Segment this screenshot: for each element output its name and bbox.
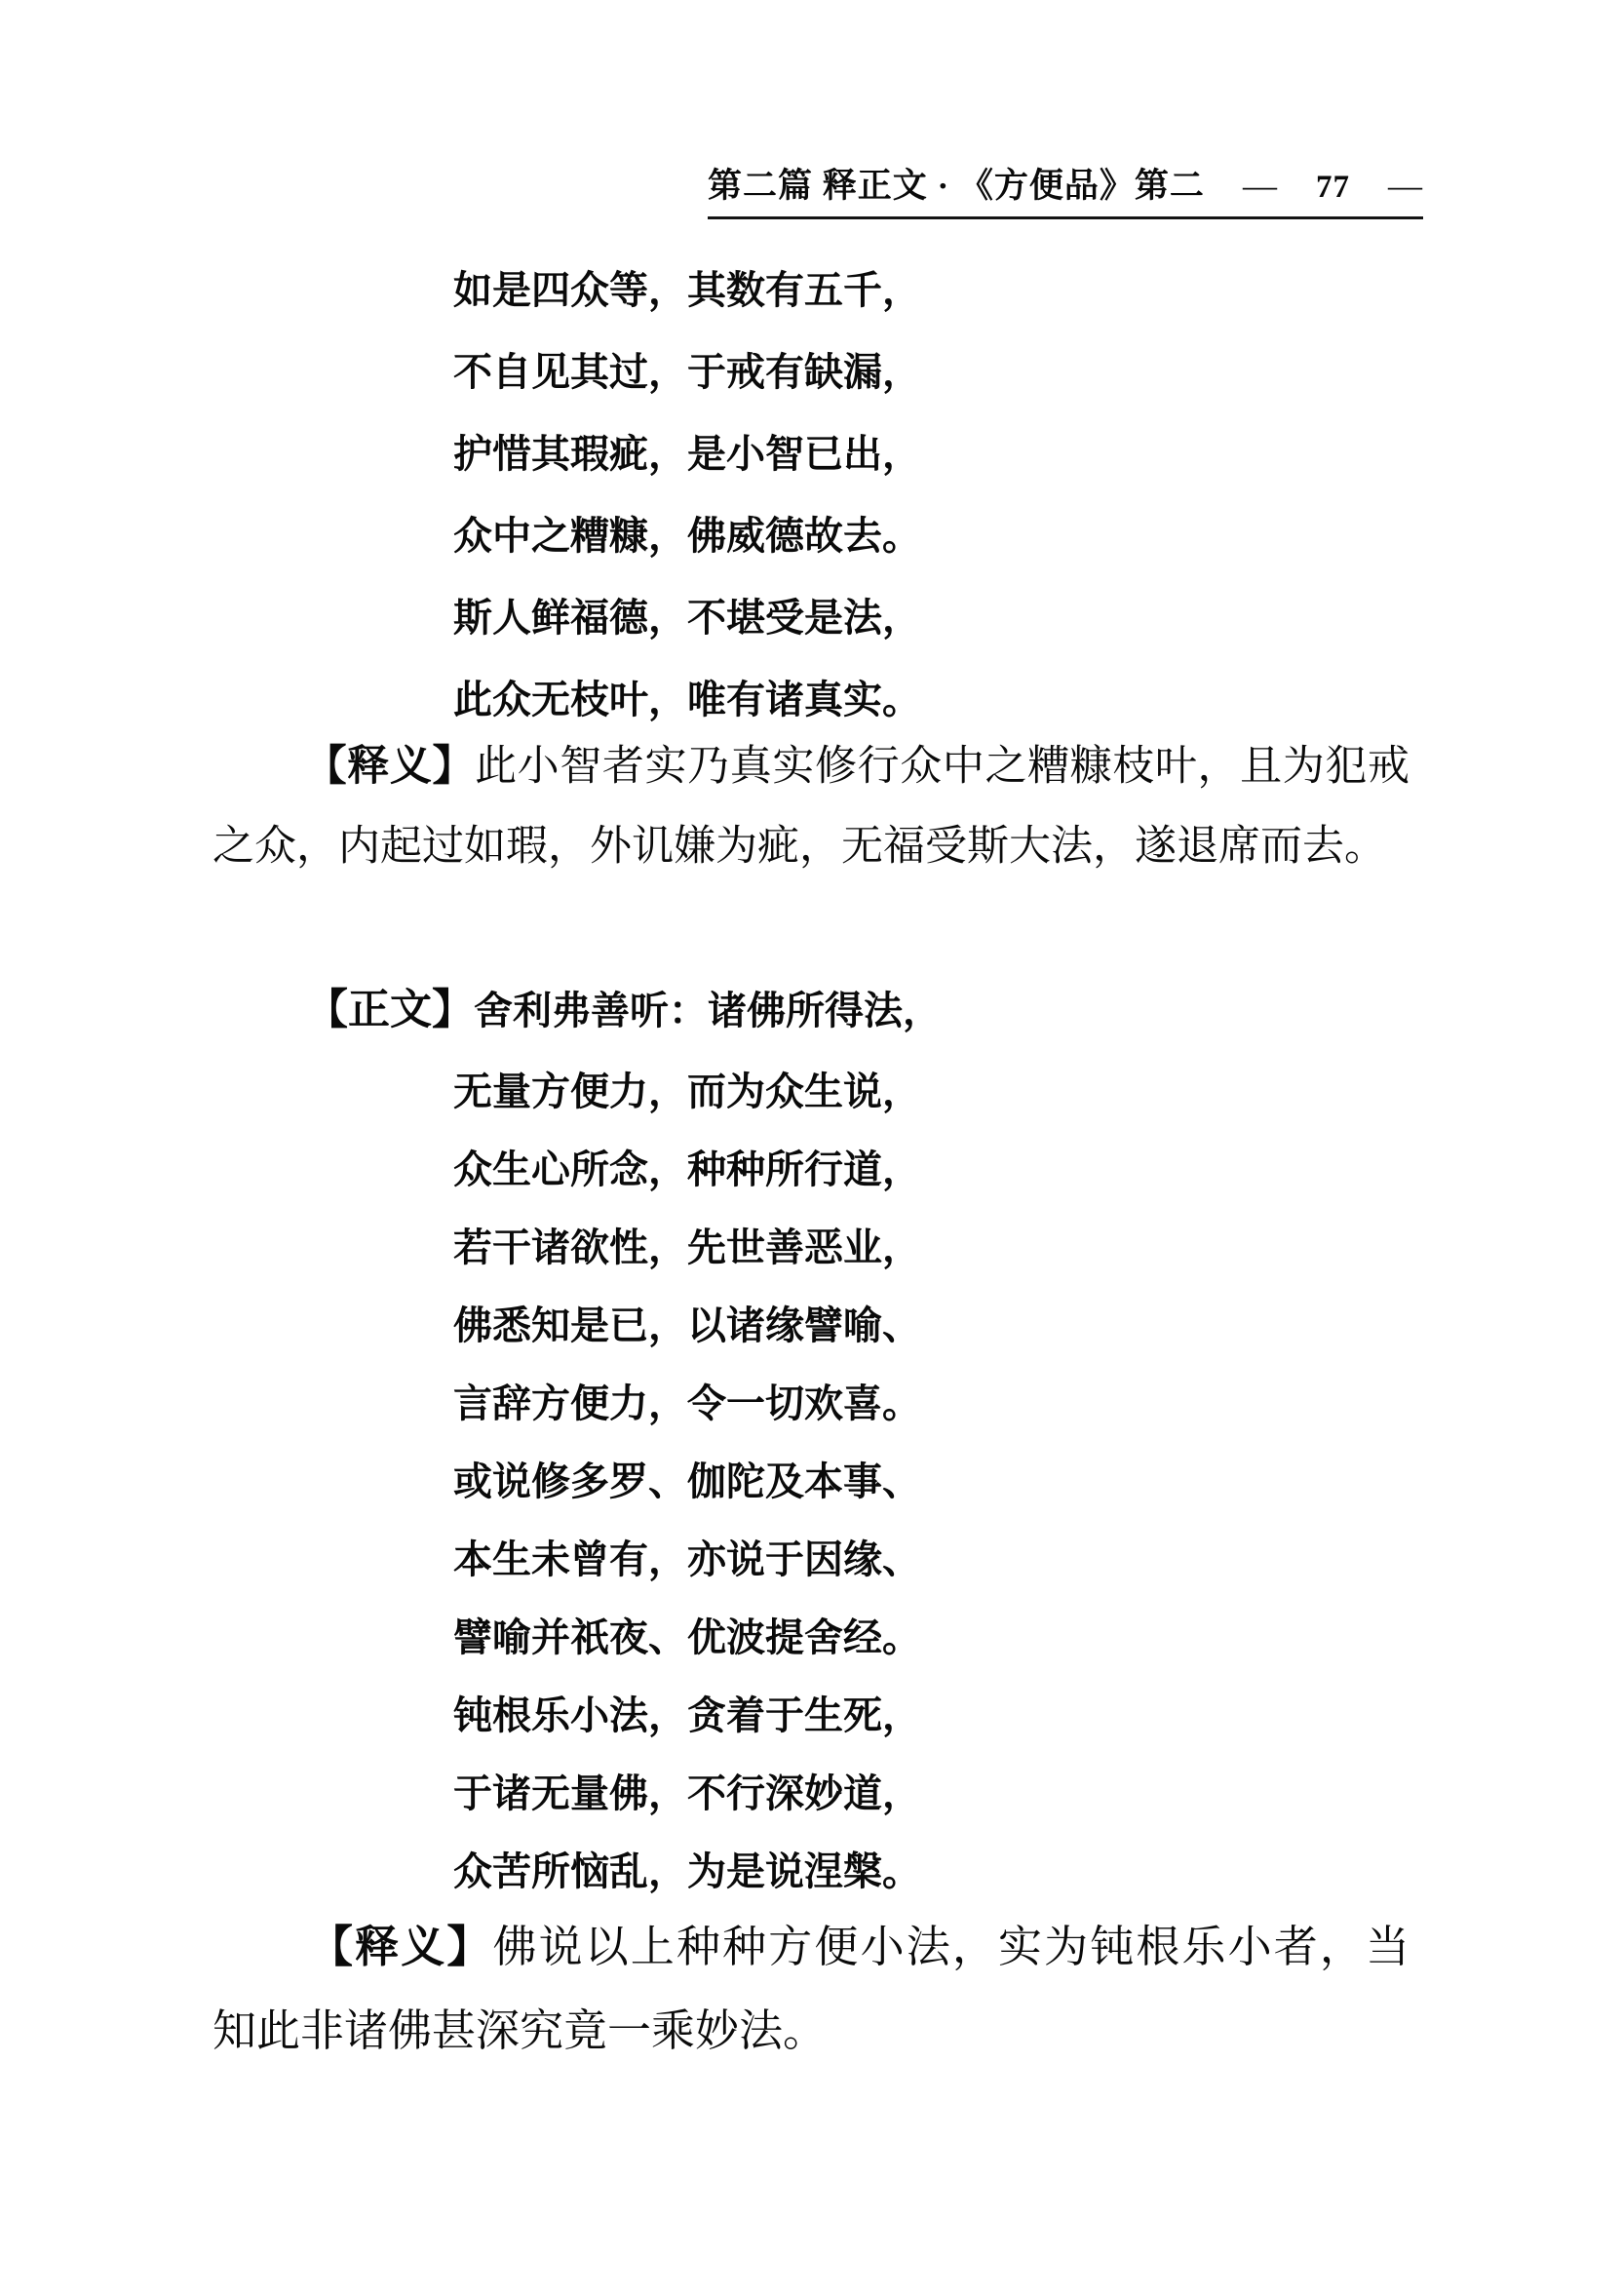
verse-line: 众生心所念，种种所行道， — [453, 1148, 921, 1192]
paragraph-text: 此小智者实乃真实修行众中之糟糠枝叶，且为犯戒 — [475, 744, 1410, 790]
verse-line: 或说修多罗、伽陀及本事、 — [453, 1459, 921, 1504]
verse-line: 如是四众等，其数有五千， — [453, 268, 921, 313]
paragraph-line — [212, 727, 1410, 807]
paragraph-line: 之众，内起过如瑕，外讥嫌为疵，无福受斯大法，遂退席而去。 — [212, 824, 1386, 870]
verse-line: 譬喻并祇夜、优波提舍经。 — [453, 1615, 921, 1660]
zhengwen-intro — [306, 970, 942, 1052]
header-dash-left: — — [1242, 167, 1278, 205]
paragraph-line — [212, 1905, 1410, 1989]
shiyi-paragraph-1 — [212, 727, 1410, 887]
zhengwen-label: 【正文】 — [306, 988, 474, 1033]
header-dash-right: — — [1387, 167, 1423, 205]
verse-block-2 — [453, 1053, 921, 1911]
verse-block-1 — [453, 250, 921, 741]
verse-line: 护惜其瑕疵，是小智已出， — [453, 432, 921, 477]
verse-line: 若干诸欲性，先世善恶业， — [453, 1226, 921, 1270]
verse-line: 佛悉知是已，以诸缘譬喻、 — [453, 1304, 921, 1348]
verse-line: 言辞方便力，令一切欢喜。 — [453, 1381, 921, 1426]
verse-line: 众苦所恼乱，为是说涅槃。 — [453, 1849, 921, 1894]
shiyi-label: 【释义】 — [304, 744, 476, 790]
paragraph-text: 佛说以上种种方便小法，实为钝根乐小者，当 — [492, 1923, 1410, 1971]
shiyi-paragraph-2 — [212, 1905, 1410, 2073]
verse-line: 于诸无量佛，不行深妙道， — [453, 1771, 921, 1816]
paragraph-line: 知此非诸佛甚深究竟一乘妙法。 — [212, 2006, 828, 2055]
verse-line: 斯人鲜福德，不堪受是法， — [453, 596, 921, 641]
verse-line: 本生未曾有，亦说于因缘、 — [453, 1537, 921, 1582]
page-number: 77 — [1315, 170, 1350, 205]
header-title: 第二篇 释正文 · 《方便品》第二 — [708, 167, 1205, 205]
verse-line: 众中之糟糠，佛威德故去。 — [453, 514, 921, 559]
verse-line: 无量方便力，而为众生说， — [453, 1070, 921, 1114]
verse-line: 此众无枝叶，唯有诸真实。 — [453, 678, 921, 722]
verse-line: 钝根乐小法，贪着于生死， — [453, 1693, 921, 1738]
shiyi-label: 【释义】 — [309, 1923, 493, 1971]
verse-line: 不自见其过，于戒有缺漏， — [453, 350, 921, 395]
zhengwen-intro-text: 舍利弗善听：诸佛所得法， — [474, 989, 942, 1033]
running-header — [708, 159, 1423, 219]
